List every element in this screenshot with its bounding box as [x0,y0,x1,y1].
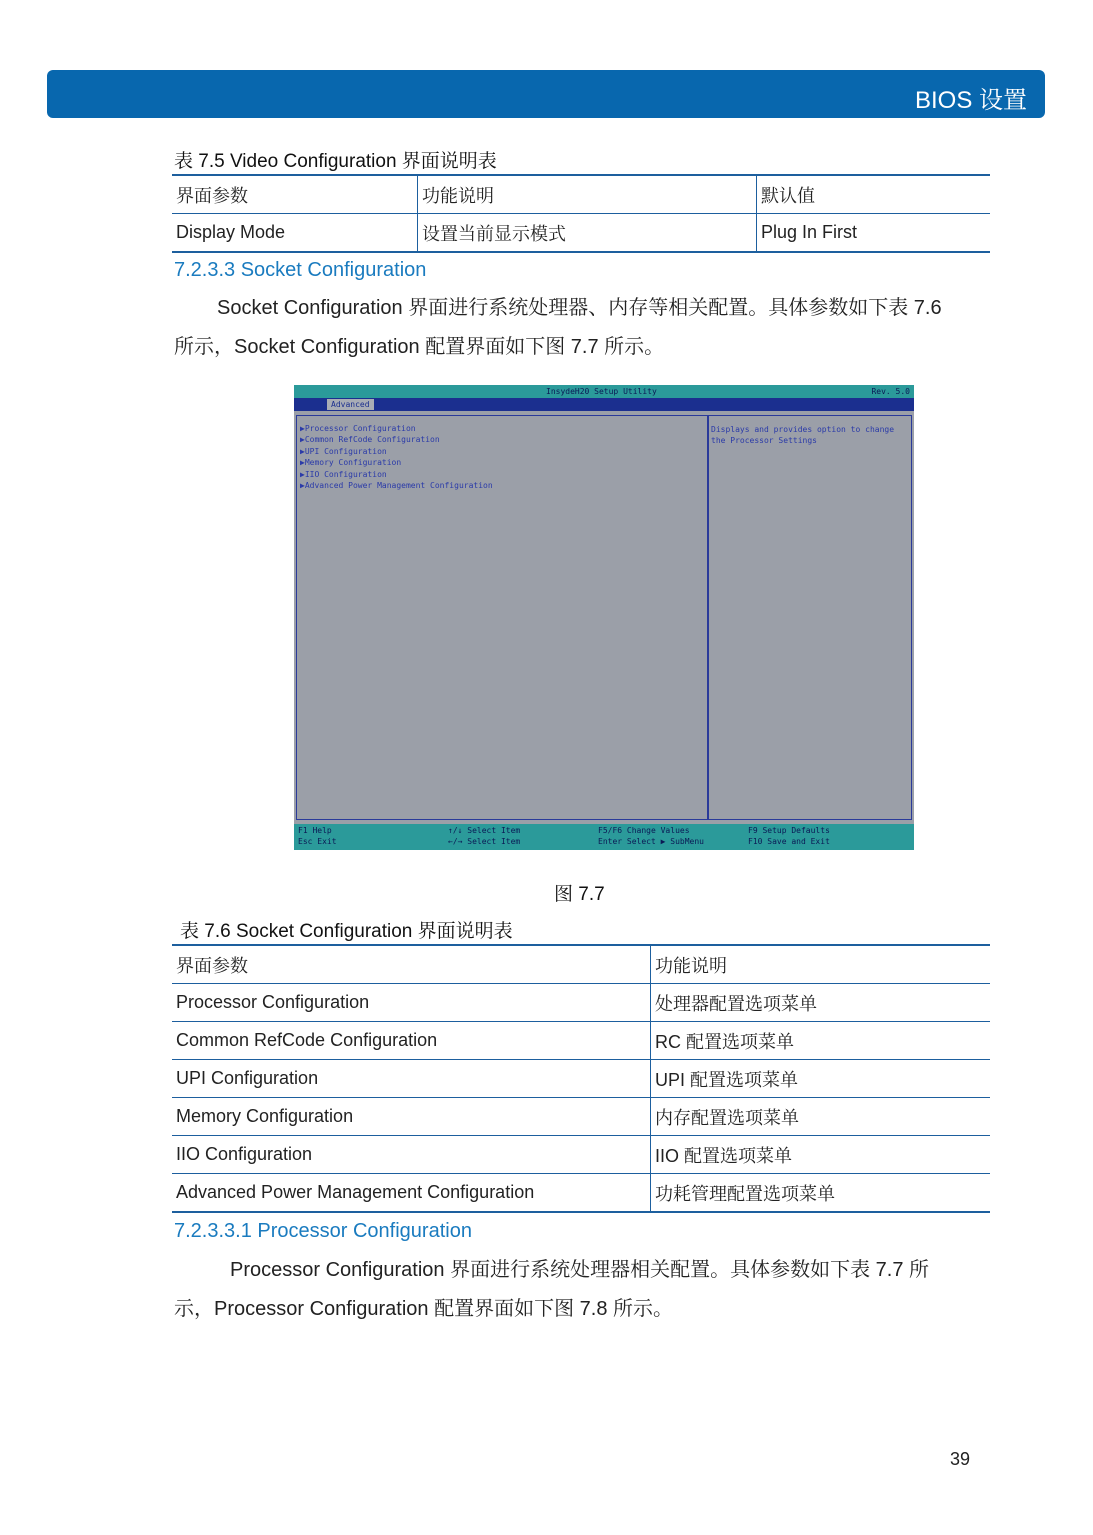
table-cell: IIO Configuration [172,1136,651,1174]
header-title: BIOS 设置 [914,87,1027,114]
menu-item-advanced-power-management[interactable]: ▶Advanced Power Management Configuration [300,481,493,490]
bios-title-bar [294,385,914,398]
paragraph-line: Processor Configuration 界面进行系统处理器相关配置。具体参数如下表 7.7 所 [230,1259,930,1281]
table-cell: Common RefCode Configuration [172,1022,651,1060]
bios-footer [294,824,914,850]
footer-key-setup-defaults: F9 Setup Defaults [748,826,830,835]
menu-item-iio-configuration[interactable]: ▶IIO Configuration [300,470,387,479]
bios-tab-bar [294,398,914,411]
footer-key-change-values: F5/F6 Change Values [598,826,690,835]
footer-key-submenu: Enter Select ▶ SubMenu [598,837,704,846]
menu-item-processor-configuration[interactable]: ▶Processor Configuration [300,424,416,433]
table-cell: RC 配置选项菜单 [651,1022,991,1060]
footer-key-help: F1 Help [298,826,332,835]
table-cell: IIO 配置选项菜单 [651,1136,991,1174]
footer-key-select-item: ←/→ Select Item [448,837,521,846]
table-row [172,1022,990,1060]
table-header-cell: 界面参数 [172,945,651,984]
menu-item-memory-configuration[interactable]: ▶Memory Configuration [300,458,402,467]
table-header-row [172,945,990,984]
table-cell: UPI 配置选项菜单 [651,1060,991,1098]
table-cell: 设置当前显示模式 [418,214,757,253]
bios-screenshot [294,385,914,850]
bios-menu-panel [296,415,708,820]
menu-item-common-refcode-configuration[interactable]: ▶Common RefCode Configuration [300,435,440,444]
table-row [172,214,990,253]
table-7-6-caption: 表 7.6 Socket Configuration 界面说明表 [180,921,513,942]
paragraph-line: 所示，Socket Configuration 配置界面如下图 7.7 所示。 [174,336,665,358]
table-row [172,1174,990,1213]
table-row [172,1060,990,1098]
section-paragraph [174,289,942,367]
table-header-cell: 默认值 [757,175,991,214]
table-7-5-caption: 表 7.5 Video Configuration 界面说明表 [174,151,497,172]
paragraph-line: Socket Configuration 界面进行系统处理器、内存等相关配置。具体参数如下表 7.6 [217,297,942,319]
table-cell: 功耗管理配置选项菜单 [651,1174,991,1213]
table-7-6 [172,944,990,1213]
table-cell: Plug In First [757,214,991,253]
section-heading: 7.2.3.3.1 Processor Configuration [174,1220,472,1242]
menu-item-upi-configuration[interactable]: ▶UPI Configuration [300,447,387,456]
bios-help-panel [708,415,912,820]
paragraph-line: 示，Processor Configuration 配置界面如下图 7.8 所示。 [174,1298,674,1320]
table-row [172,1098,990,1136]
header-bar [47,70,1045,118]
table-cell: Memory Configuration [172,1098,651,1136]
table-header-cell: 功能说明 [418,175,757,214]
table-7-5 [172,174,990,253]
table-cell: Display Mode [172,214,418,253]
table-row [172,1136,990,1174]
footer-key-select-item: ↑/↓ Select Item [448,826,521,835]
table-header-cell: 界面参数 [172,175,418,214]
section-heading: 7.2.3.3 Socket Configuration [174,259,427,281]
section-paragraph [174,1251,929,1329]
table-cell: UPI Configuration [172,1060,651,1098]
table-cell: 内存配置选项菜单 [651,1098,991,1136]
footer-key-save-exit: F10 Save and Exit [748,837,830,846]
bios-help-text: Displays and provides option to change the Processor Settings [711,425,895,445]
bios-revision: Rev. 5.0 [871,387,910,396]
table-cell: Processor Configuration [172,984,651,1022]
footer-key-exit: Esc Exit [298,837,337,846]
table-cell: Advanced Power Management Configuration [172,1174,651,1213]
table-header-row [172,175,990,214]
table-cell: 处理器配置选项菜单 [651,984,991,1022]
table-header-cell: 功能说明 [651,945,991,984]
page-number: 39 [950,1449,971,1469]
table-row [172,984,990,1022]
figure-caption: 图 7.7 [554,884,605,905]
tab-advanced[interactable]: Advanced [327,399,374,410]
bios-title: InsydeH20 Setup Utility [546,387,657,396]
